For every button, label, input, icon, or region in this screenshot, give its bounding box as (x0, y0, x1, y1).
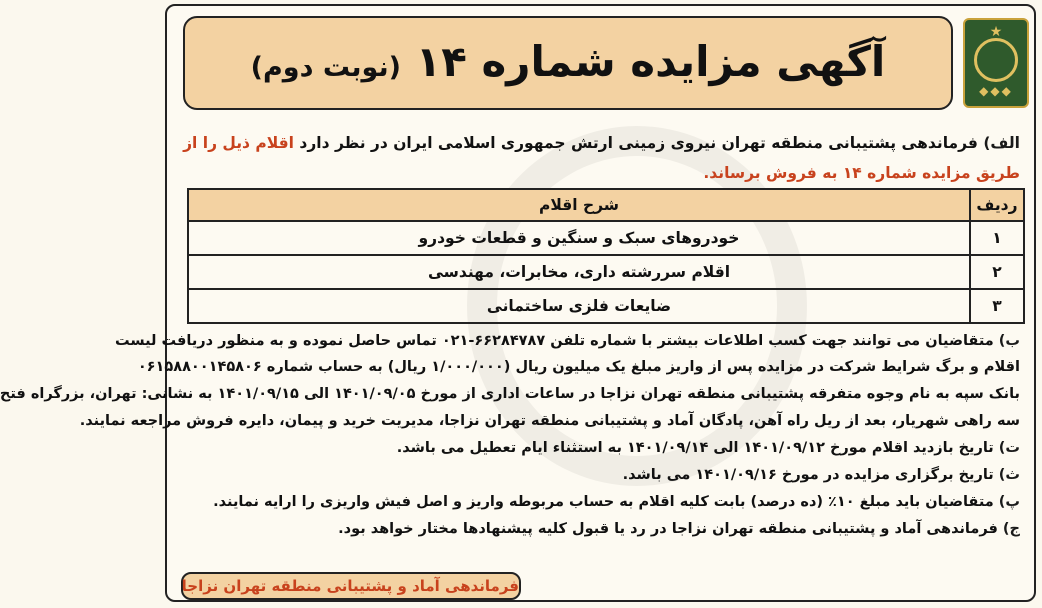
row-number: ۱ (970, 221, 1024, 255)
page-title (185, 18, 951, 112)
section-b-line-3: بانک سپه به نام وجوه متفرقه پشتیبانی منطقه تهران نزاجا در ساعات اداری از مورخ ۱۴۰۱/۰۹/۰۵ الی ۱۴۰۱/۰۹/۱۵ به نشانی: تهران، بزرگراه فتح (0, 386, 1020, 402)
section-p (213, 491, 1020, 513)
section-th-label: ث) (998, 467, 1020, 483)
title-banner (183, 16, 953, 110)
title-main: آگهی مزایده شماره ۱۴ (415, 37, 886, 86)
section-b-text-1: متقاضیان می توانند جهت کسب اطلاعات بیشتر با شماره تلفن ۶۶۲۸۴۷۸۷-۰۲۱ تماس حاصل نموده و به منظور دریافت لیست (115, 333, 994, 349)
section-j-text: فرماندهی آماد و پشتیبانی منطقه تهران نزاجا در رد یا قبول کلیه پیشنهادها مختار خواهد بود. (338, 521, 998, 537)
section-b-line-4: سه راهی شهریار، بعد از ریل راه آهن، پادگان آماد و پشتیبانی منطقه تهران نزاجا، مدیریت خرید و پیمان، دایره فروش مراجعه نمایند. (79, 413, 1020, 429)
table-row (188, 255, 1024, 289)
section-b-line-2: اقلام و برگ شرایط شرکت در مزایده پس از واریز مبلغ یک میلیون ریال (۱/۰۰۰/۰۰۰ ریال) به حساب شماره ۰۶۱۵۸۸۰۰۱۴۵۸۰۶ (137, 359, 1020, 375)
row-number: ۳ (970, 289, 1024, 323)
title-subtitle: (نوبت دوم) (250, 52, 401, 83)
intro-text-3: اقلام ذیل را از طریق مزایده شماره ۱۴ به فروش برساند. (183, 134, 1020, 182)
row-description: اقلام سررشته داری، مخابرات، مهندسی (188, 255, 970, 289)
section-t-text: تاریخ بازدید اقلام مورخ ۱۴۰۱/۰۹/۱۲ الی ۱۴۰۱/۰۹/۱۴ به استثناء ایام تعطیل می باشد. (396, 440, 994, 456)
section-j-label: ج) (1002, 521, 1020, 537)
header-description: شرح اقلام (188, 189, 970, 221)
section-p-text: متقاضیان باید مبلغ ۱۰٪ (ده درصد) بابت کلیه اقلام به حساب مربوطه واریز و اصل فیش واریزی را ارایه نمایند. (213, 494, 994, 510)
section-th-text: تاریخ برگزاری مزایده در مورخ ۱۴۰۱/۰۹/۱۶ می باشد. (622, 467, 994, 483)
army-emblem-icon: ★ ◆◆◆ (963, 18, 1029, 108)
header-row-number: ردیف (970, 189, 1024, 221)
items-table (187, 188, 1025, 324)
row-description: خودروهای سبک و سنگین و قطعات خودرو (188, 221, 970, 255)
section-b-line-1 (115, 330, 1020, 352)
notice-frame (0, 4, 1036, 602)
row-description: ضایعات فلزی ساختمانی (188, 289, 970, 323)
section-j (338, 518, 1020, 540)
table-row (188, 289, 1024, 323)
intro-text-2: در نظر دارد (299, 134, 388, 152)
row-number: ۲ (970, 255, 1024, 289)
footer-signature: فرماندهی آماد و پشتیبانی منطقه تهران نزاجا (181, 572, 521, 600)
section-th (623, 464, 1020, 486)
intro-paragraph (170, 128, 1020, 188)
intro-label: الف) (983, 134, 1020, 152)
table-row (188, 221, 1024, 255)
intro-text-1: فرماندهی پشتیبانی منطقه تهران نیروی زمینی ارتش جمهوری اسلامی ایران (393, 134, 978, 152)
table-header-row (188, 189, 1024, 221)
section-t-label: ت) (998, 440, 1020, 456)
section-t (397, 437, 1020, 459)
section-p-label: پ) (998, 494, 1020, 510)
section-b-label: ب) (998, 333, 1020, 349)
